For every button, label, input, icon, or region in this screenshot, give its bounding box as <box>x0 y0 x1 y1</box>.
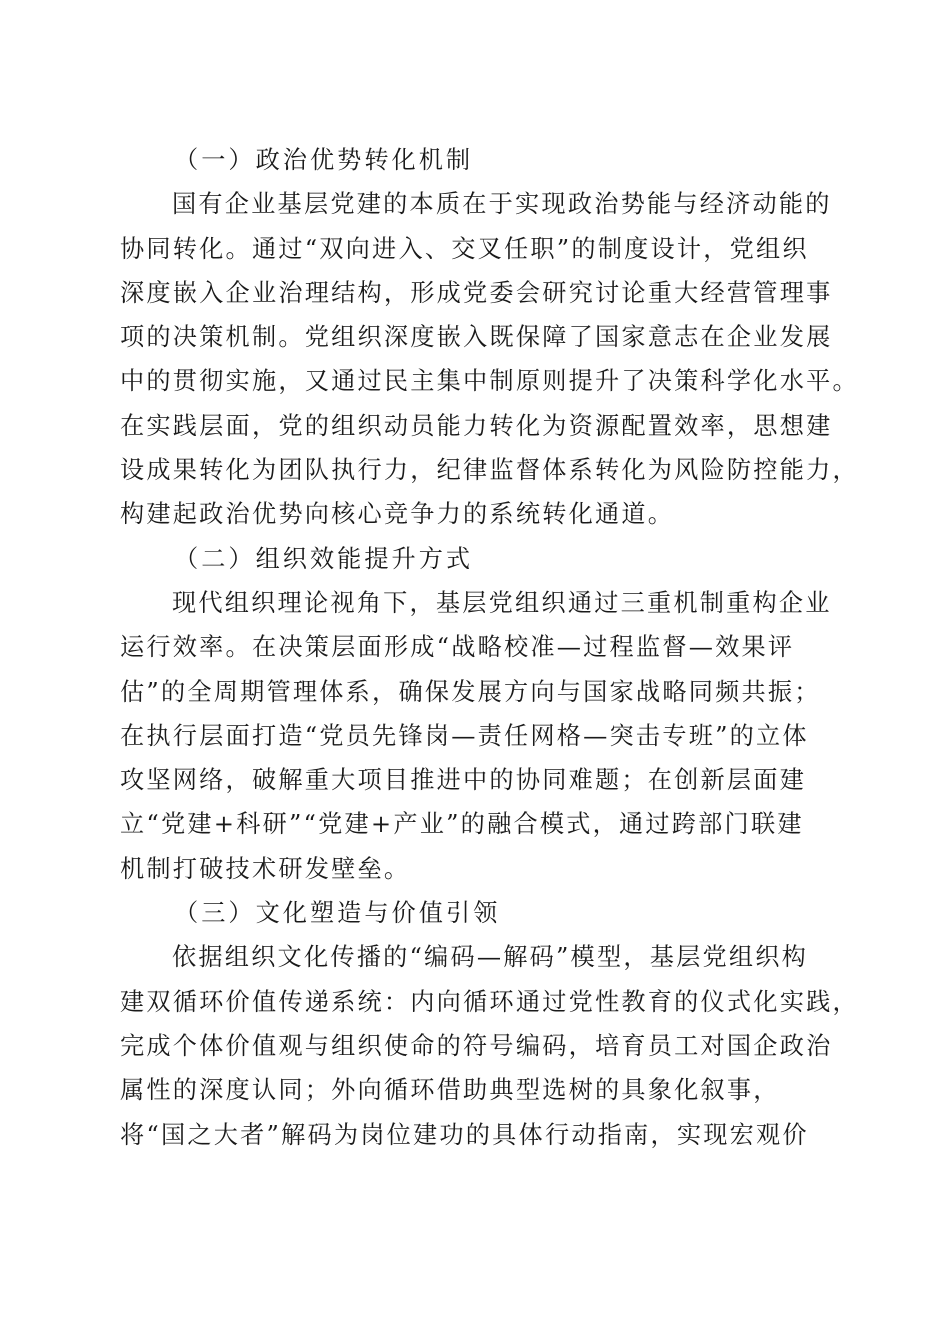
paragraph-line: 项的决策机制。党组织深度嵌入既保障了国家意志在企业发展 <box>120 323 833 352</box>
paragraph-line: 在执行层面打造“党员先锋岗—责任网格—突击专班”的立体 <box>120 721 809 750</box>
paragraph-line: 中的贯彻实施，又通过民主集中制原则提升了决策科学化水平。 <box>120 367 859 396</box>
paragraph-line: 深度嵌入企业治理结构，形成党委会研究讨论重大经营管理事 <box>120 278 833 307</box>
paragraph-line: 将“国之大者”解码为岗位建功的具体行动指南，实现宏观价 <box>120 1120 809 1149</box>
document-body <box>120 138 859 1157</box>
paragraph-line: 机制打破技术研发壁垒。 <box>120 854 411 883</box>
paragraph-line: 立“党建+科研”“党建+产业”的融合模式，通过跨部门联建 <box>120 810 804 839</box>
paragraph-line: 国有企业基层党建的本质在于实现政治势能与经济动能的 <box>172 190 832 219</box>
paragraph-line: 协同转化。通过“双向进入、交叉任职”的制度设计，党组织 <box>120 234 809 263</box>
paragraph-line: 属性的深度认同；外向循环借助典型选树的具象化叙事， <box>120 1076 780 1105</box>
paragraph-line: 构建起政治优势向核心竞争力的系统转化通道。 <box>120 500 675 529</box>
paragraph-line: 现代组织理论视角下，基层党组织通过三重机制重构企业 <box>172 588 832 617</box>
paragraph-line: 建双循环价值传递系统：内向循环通过党性教育的仪式化实践， <box>120 987 859 1016</box>
paragraph-line: 运行效率。在决策层面形成“战略校准—过程监督—效果评 <box>120 633 795 662</box>
paragraph-line: 估”的全周期管理体系，确保发展方向与国家战略同频共振； <box>120 677 821 706</box>
section-heading-2: （二）组织效能提升方式 <box>174 544 474 573</box>
section-heading-3: （三）文化塑造与价值引领 <box>174 899 501 928</box>
paragraph-line: 完成个体价值观与组织使命的符号编码，培育员工对国企政治 <box>120 1031 833 1060</box>
paragraph-line: 依据组织文化传播的“编码—解码”模型，基层党组织构 <box>172 943 809 972</box>
paragraph-line: 攻坚网络，破解重大项目推进中的协同难题；在创新层面建 <box>120 766 807 795</box>
paragraph-line: 在实践层面，党的组织动员能力转化为资源配置效率，思想建 <box>120 411 833 440</box>
section-heading-1: （一）政治优势转化机制 <box>174 146 474 174</box>
paragraph-line: 设成果转化为团队执行力，纪律监督体系转化为风险防控能力， <box>120 456 859 485</box>
